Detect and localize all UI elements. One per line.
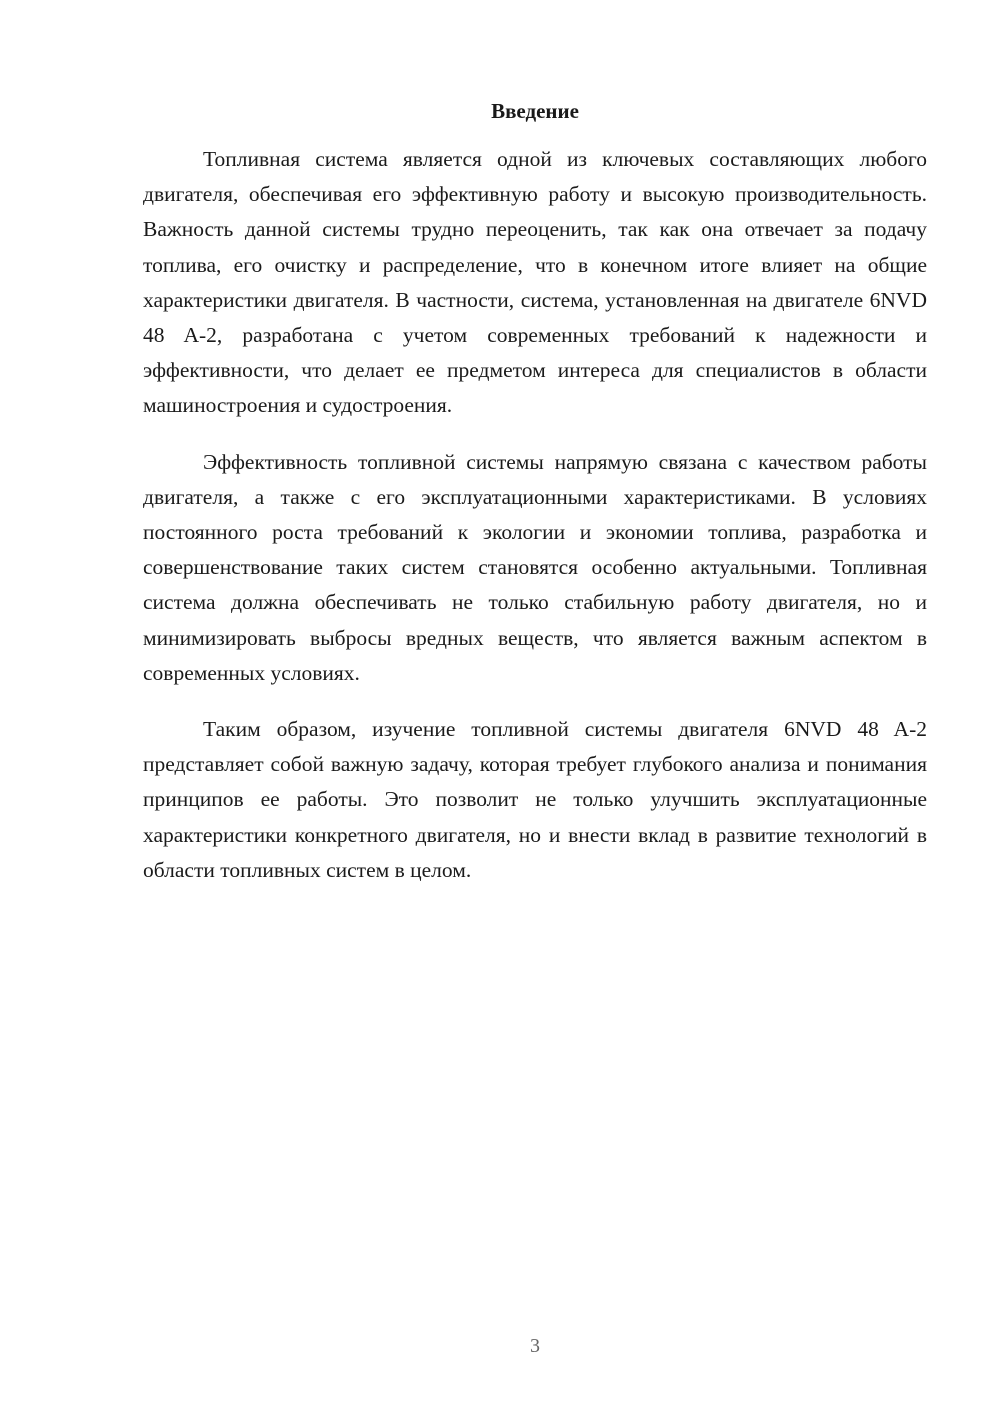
paragraph-1: Топливная система является одной из ключевых составляющих любого двигателя, обеспечивая его эффективную работу и высокую производительность. Важность данной системы трудно переоценить, так как она отвечает за подачу топлива, его очистку и распределение, что в конечном итоге влияет на общие характеристики двигателя. В частности, система, установленная на двигателе 6NVD 48 A-2, разработана с учетом современных требований к надежности и эффективности, что делает ее предметом интереса для специалистов в области машиностроения и судостроения. [143, 147, 927, 418]
paragraph-2: Эффективность топливной системы напрямую связана с качеством работы двигателя, а также с его эксплуатационными характеристиками. В условиях постоянного роста требований к экологии и экономии топлива, разработка и совершенствование таких систем становятся особенно актуальными. Топливная система должна обеспечивать не только стабильную работу двигателя, но и минимизировать выбросы вредных веществ, что является важным аспектом в современных условиях. [143, 449, 927, 685]
page-number: 3 [530, 1335, 540, 1357]
document-body [143, 142, 927, 909]
page-title: Введение [491, 99, 579, 123]
paragraph-3: Таким образом, изучение топливной системы двигателя 6NVD 48 A-2 представляет собой важную задачу, которая требует глубокого анализа и понимания принципов ее работы. Это позволит не только улучшить эксплуатационные характеристики конкретного двигателя, но и внести вклад в развитие технологий в области топливных систем в целом. [143, 717, 927, 882]
